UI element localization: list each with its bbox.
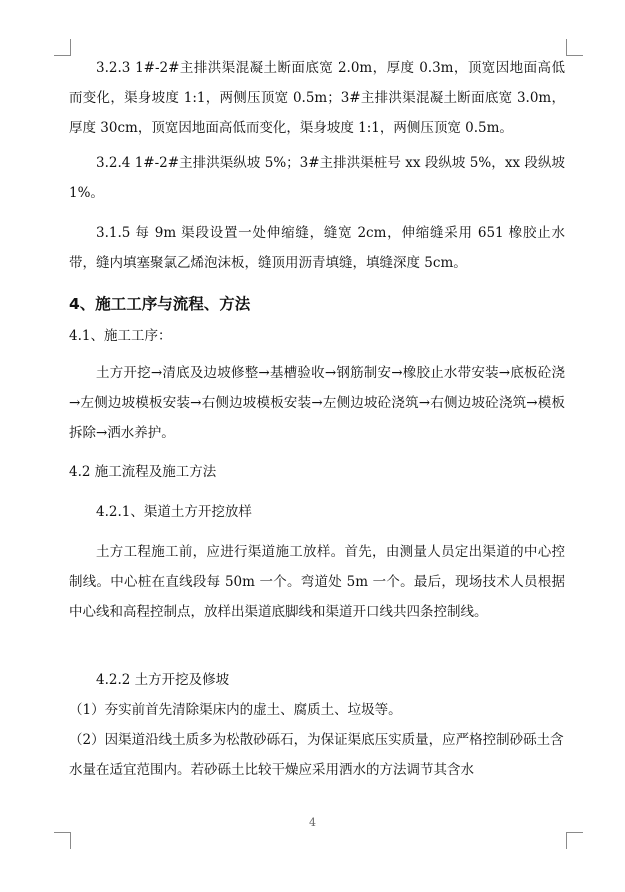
- crop-mark-bottom-left: [54, 832, 71, 849]
- section-4-2-2-item-1: （1）夯实前首先清除渠床内的虚土、腐质土、垃圾等。: [69, 702, 402, 718]
- paragraph-3-2-4: 3.2.4 1#-2#主排洪渠纵坡 5%；3#主排洪渠桩号 xx 段纵坡 5%，xx 段纵坡 1%。: [69, 155, 565, 201]
- section-4-2-2-title: 4.2.2 土方开挖及修坡: [96, 672, 230, 688]
- crop-mark-bottom-right: [566, 832, 583, 849]
- section-4-1-flow: 土方开挖→清底及边坡修整→基槽验收→钢筋制安→橡胶止水带安装→底板砼浇→左侧边坡模板安装→右侧边坡模板安装→左侧边坡砼浇筑→右侧边坡砼浇筑→模板拆除→洒水养护。: [69, 365, 565, 441]
- page-number: 4: [309, 816, 316, 829]
- section-4-2-title: 4.2 施工流程及施工方法: [69, 464, 217, 480]
- crop-mark-top-right: [566, 39, 583, 56]
- section-4-2-2-item-2: （2）因渠道沿线土质多为松散砂砾石，为保证渠底压实质量，应严格控制砂砾土含水量在适宜范围内。若砂砾土比较干燥应采用洒水的方法调节其含水: [69, 732, 564, 778]
- paragraph-3-1-5: 3.1.5 每 9m 渠段设置一处伸缩缝，缝宽 2cm，伸缩缝采用 651 橡胶止水带，缝内填塞聚氯乙烯泡沫板，缝顶用沥青填缝，填缝深度 5cm。: [69, 225, 565, 271]
- section-4-2-1-title: 4.2.1、渠道土方开挖放样: [96, 504, 252, 520]
- section-4-2-1-body: 土方工程施工前，应进行渠道施工放样。首先，由测量人员定出渠道的中心控制线。中心桩在直线段每 50m 一个。弯道处 5m 一个。最后，现场技术人员根据中心线和高程控制点，放样出渠道底脚线和渠道开口线共四条控制线。: [69, 544, 565, 620]
- paragraph-3-2-3: 3.2.3 1#-2#主排洪渠混凝土断面底宽 2.0m，厚度 0.3m，顶宽因地面高低而变化，渠身坡度 1:1，两侧压顶宽 0.5m；3#主排洪渠混凝土断面底宽 3.0m，厚度 30cm，顶宽因地面高低而变化，渠身坡度 1:1，两侧压顶宽 0.5m。: [69, 60, 565, 136]
- section-4-heading: 4、施工工序与流程、方法: [69, 295, 251, 313]
- section-4-1-title: 4.1、施工工序：: [69, 328, 172, 344]
